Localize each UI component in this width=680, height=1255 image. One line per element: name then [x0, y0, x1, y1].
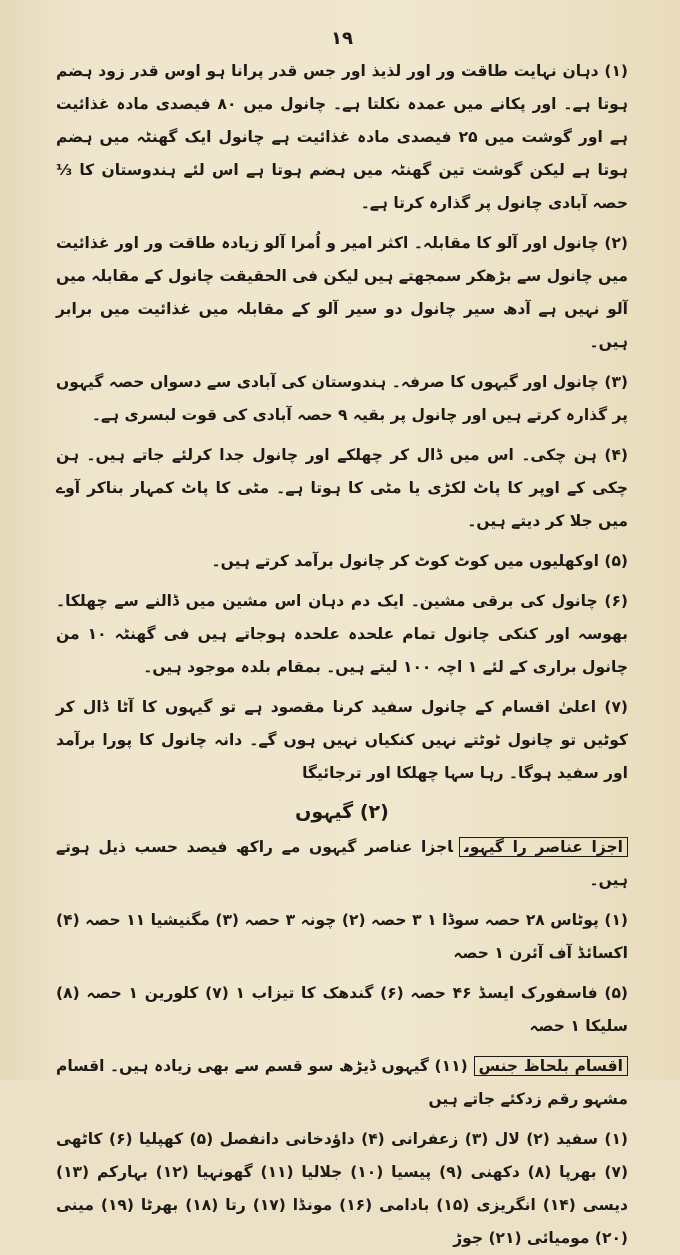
paragraph-5: (۵) اوکھلیوں میں کوٹ کوٹ کر چانول برآمد کرتے ہیں۔ — [211, 552, 628, 570]
elements-line-2: (۵) فاسفورک ایسڈ ۴۶ حصہ (۶) گندھک کا تیزاب ۱ (۷) کلورین ۱ حصہ (۸) سلیکا ۱ حصہ — [56, 984, 628, 1035]
elements-line-1: (۱) پوٹاس ۲۸ حصہ سوڈا ۱ ۳ حصہ (۲) چونہ ۳ حصہ (۳) مگنیشیا ۱۱ حصہ (۴) اکسائڈ آف آئرن ۱ حصہ — [56, 911, 629, 962]
varieties-list: (۱) سفید (۲) لال (۳) زعفرانی (۴) داؤدخانی دانفصل (۵) کھپلیا (۶) کاٹھی (۷) بھرپا (۸) دکھنی (۹) پیسیا (۱۰) جلالیا (۱۱) گھونہیا (۱۲) بہارکم (۱۳) دیسی (۱۴) انگریزی (۱۵) بادامی (۱۶) مونڈا (۱۷) رتا (۱۸) بھرٹا (۱۹) مینی (۲۰) مومیائی (۲۱) جوڑ — [56, 1130, 629, 1247]
paragraph-1: (۱) دہان نہایت طاقت ور اور لذیذ اور جس قدر پرانا ہو اوس قدر زود ہضم ہوتا ہے۔ اور پکانے میں عمدہ نکلتا ہے۔ چانول میں ۸۰ فیصدی مادہ غذائیت ہے اور گوشت میں ۲۵ فیصدی مادہ غذائیت ہے چانول ایک گھنٹہ میں ہضم ہوتا ہے لیکن گوشت تین گھنٹہ میں ہضم ہوتا ہے اس لئے ہندوستان کا ⅓ حصہ آبادی چانول پر گذارہ کرتا ہے۔ — [56, 62, 628, 212]
section-heading: (۲) گیہوں — [295, 801, 389, 823]
paragraph-3: (۳) چانول اور گیہوں کا صرفہ۔ ہندوستان کی آبادی سے دسواں حصہ گیہوں پر گذارہ کرتے ہیں اور چانول پر بقیہ ۹ حصہ آبادی کی قوت لبسری ہے۔ — [56, 373, 628, 424]
paragraph-4: (۴) ہن چکی۔ اس میں ڈال کر چھلکے اور چانول جدا کرلئے جاتے ہیں۔ ہن چکی کے اوپر کا پاٹ لکڑی یا مٹی کا ہوتا ہے۔ مٹی کا پاٹ کمہار بناکر آوے میں جلا کر دیتے ہیں۔ — [56, 446, 628, 530]
paragraph-2: (۲) چانول اور آلو کا مقابلہ۔ اکثر امیر و اُمرا آلو زیادہ طاقت ور اور غذائیت میں چانول سے بڑھکر سمجھتے ہیں لیکن فی الحقیقت چانول کے مقابلہ میں آلو نہیں ہے آدھ سیر چانول دو سیر آلو کے مقابلہ میں غذائیت میں برابر ہیں۔ — [56, 234, 628, 351]
elements-intro-text: اجزا عناصر گیہوں مے راکھ فیصد حسب ذیل ہوتے ہیں۔ — [56, 838, 628, 889]
elements-label: اجزا عناصر را گیہوں — [459, 837, 628, 857]
paragraph-6: (۶) چانول کی برقی مشین۔ ایک دم دہان اس مشین میں ڈالنے سے چھلکا۔ بھوسہ اور کنکی چانول تمام علحدہ علحدہ ہوجاتے ہیں فی گھنٹہ ۱۰ من چانول براری کے لئے ۱ اچہ ۱۰۰ لیتے ہیں۔ بمقام بلدہ موجود ہیں۔ — [56, 592, 628, 676]
elements-intro — [56, 831, 628, 897]
varieties-intro — [56, 1050, 628, 1116]
page-number: ۱۹ — [331, 28, 353, 49]
paragraph-7: (۷) اعلیٰ اقسام کے چانول سفید کرنا مقصود ہے تو گیہوں کا آٹا ڈال کر کوٹیں تو چانول ٹوٹتے نہیں کنکیاں نہیں ہوں گے۔ دانہ چانول کا پورا برآمد اور سفید ہوگا۔ رہا سہا چھلکا اور ترجائیگا — [56, 698, 628, 782]
varieties-label: اقسام بلحاظ جنس — [474, 1056, 628, 1076]
varieties-intro-text: (۱۱) گیہوں ڈیڑھ سو قسم سے بھی زیادہ ہیں۔ اقسام مشہو رقم زدکئے جاتے ہیں — [56, 1057, 628, 1108]
